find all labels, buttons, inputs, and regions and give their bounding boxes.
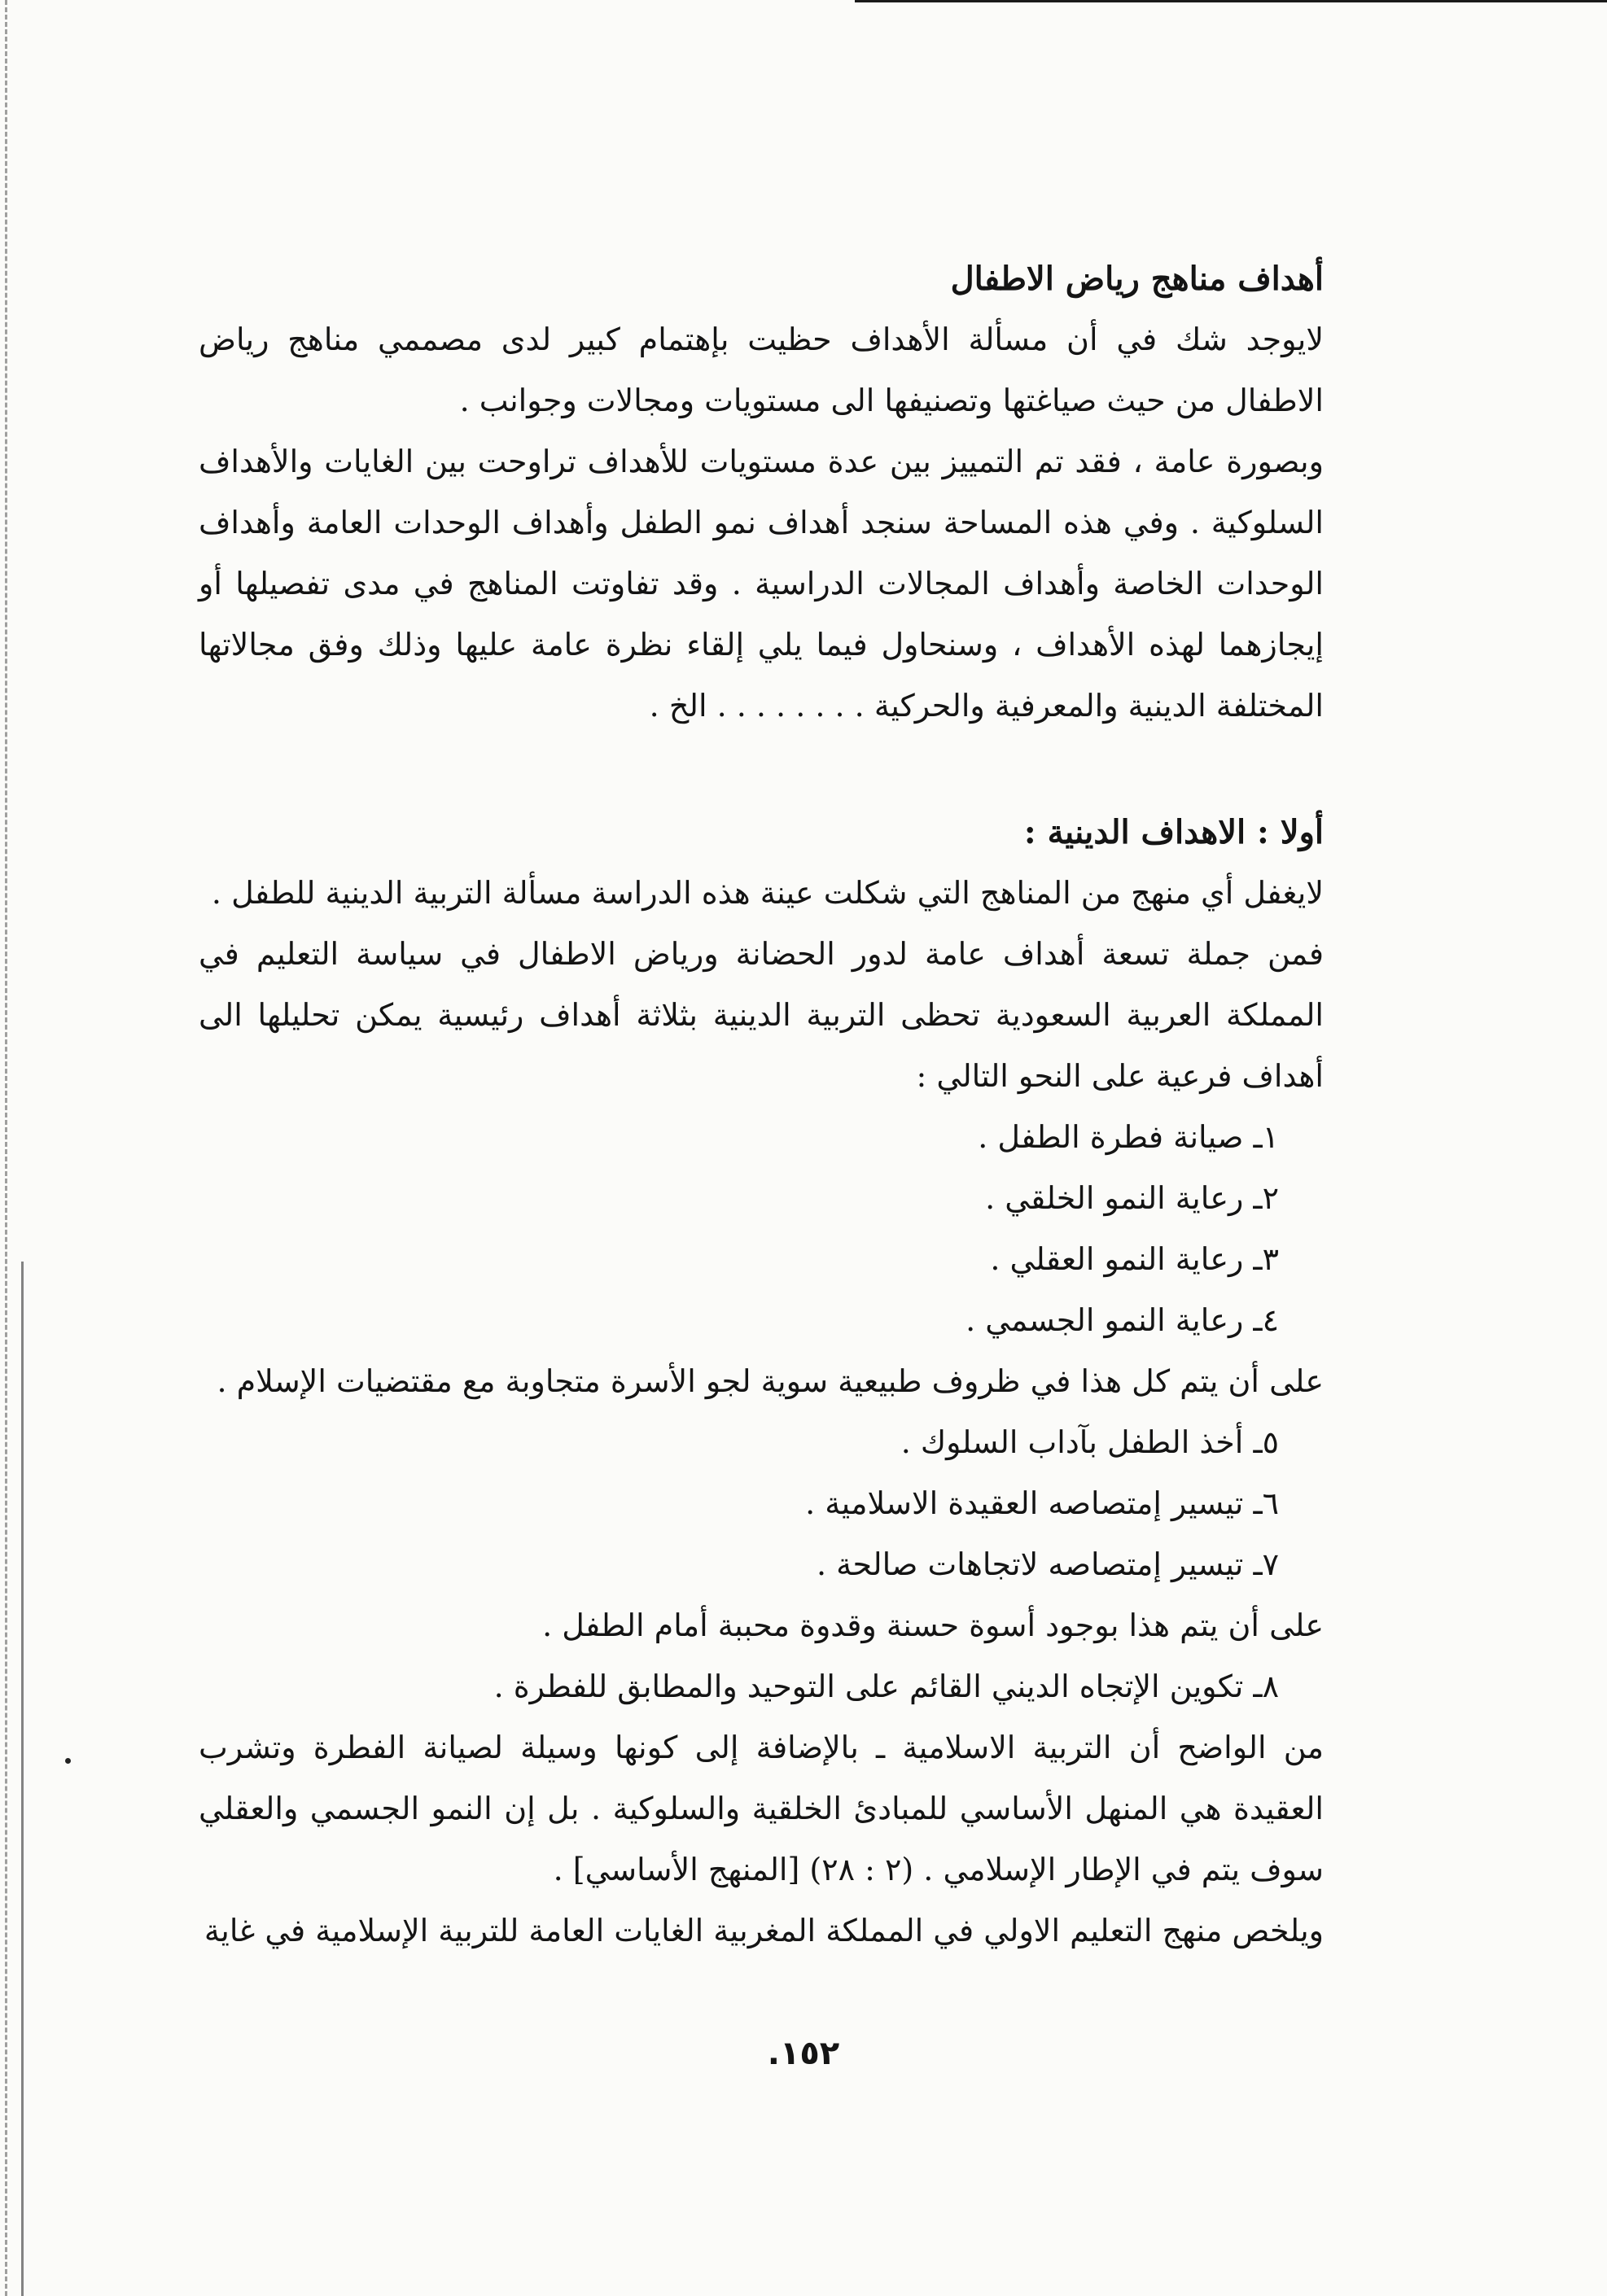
page-body xyxy=(199,248,1324,1961)
list-item: ٣ـ رعاية النمو العقلي . xyxy=(990,1241,1279,1277)
page-number: ١٥٢. xyxy=(767,2035,840,2072)
scan-left-edge xyxy=(5,0,7,2296)
list-item: ٢ـ رعاية النمو الخلقي . xyxy=(985,1180,1279,1216)
scan-speck xyxy=(65,1758,71,1764)
intro-paragraph: لايوجد شك في أن مسألة الأهداف حظيت بإهتمام كبير لدى مصممي مناهج رياض الاطفال من حيث صياغتها وتصنيفها الى مستويات ومجالات وجوانب . xyxy=(199,321,1324,418)
subsection-title: أولا : الاهداف الدينية : xyxy=(1023,813,1324,851)
intro-paragraph: وبصورة عامة ، فقد تم التمييز بين عدة مستويات للأهداف تراوحت بين الغايات والأهداف السلوكية . وفي هذه المساحة سنجد أهداف نمو الطفل وأهداف الوحدات العامة وأهداف الوحدات الخاصة وأهداف المجالات الدراسية . وقد تفاوتت المناهج في مدى تفصيلها أو إيجازهما لهذه الأهداف ، وسنحاول فيما يلي إلقاء نظرة عامة عليها وذلك وفق مجالاتها المختلفة الدينية والمعرفية والحركية . . . . . . . . الخ . xyxy=(199,444,1324,724)
section-spacer xyxy=(199,737,1324,802)
list-item: ١ـ صيانة فطرة الطفل . xyxy=(978,1119,1279,1155)
scan-binding-shadow xyxy=(21,1262,24,2296)
body-paragraph: فمن جملة تسعة أهداف عامة لدور الحضانة ورياض الاطفال في سياسة التعليم في المملكة العربية السعودية تحظى التربية الدينية بثلاثة أهداف رئيسية يمكن تحليلها الى أهداف فرعية على النحو التالي : xyxy=(199,936,1324,1094)
list-item: ٤ـ رعاية النمو الجسمي . xyxy=(966,1302,1279,1338)
list-note: على أن يتم هذا بوجود أسوة حسنة وقدوة محببة أمام الطفل . xyxy=(542,1607,1324,1643)
top-border-line xyxy=(855,0,1607,2)
list-item: ٨ـ تكوين الإتجاه الديني القائم على التوحيد والمطابق للفطرة . xyxy=(493,1668,1279,1704)
list-item: ٥ـ أخذ الطفل بآداب السلوك . xyxy=(900,1424,1279,1460)
body-paragraph: لايغفل أي منهج من المناهج التي شكلت عينة هذه الدراسة مسألة التربية الدينية للطفل . xyxy=(211,875,1324,911)
conclusion-paragraph: من الواضح أن التربية الاسلامية ـ بالإضافة إلى كونها وسيلة لصيانة الفطرة وتشرب العقيدة هي المنهل الأساسي للمبادئ الخلقية والسلوكية . بل إن النمو الجسمي والعقلي سوف يتم في الإطار الإسلامي . (٢ : ٢٨) [المنهج الأساسي] . xyxy=(199,1730,1324,1887)
list-note: على أن يتم كل هذا في ظروف طبيعية سوية لجو الأسرة متجاوبة مع مقتضيات الإسلام . xyxy=(217,1363,1324,1399)
section-title: أهداف مناهج رياض الاطفال xyxy=(950,260,1324,298)
final-paragraph: ويلخص منهج التعليم الاولي في المملكة المغربية الغايات العامة للتربية الإسلامية في غاية xyxy=(204,1913,1324,1948)
list-item: ٦ـ تيسير إمتصاصه العقيدة الاسلامية . xyxy=(805,1485,1279,1521)
list-item: ٧ـ تيسير إمتصاصه لاتجاهات صالحة . xyxy=(816,1546,1279,1582)
